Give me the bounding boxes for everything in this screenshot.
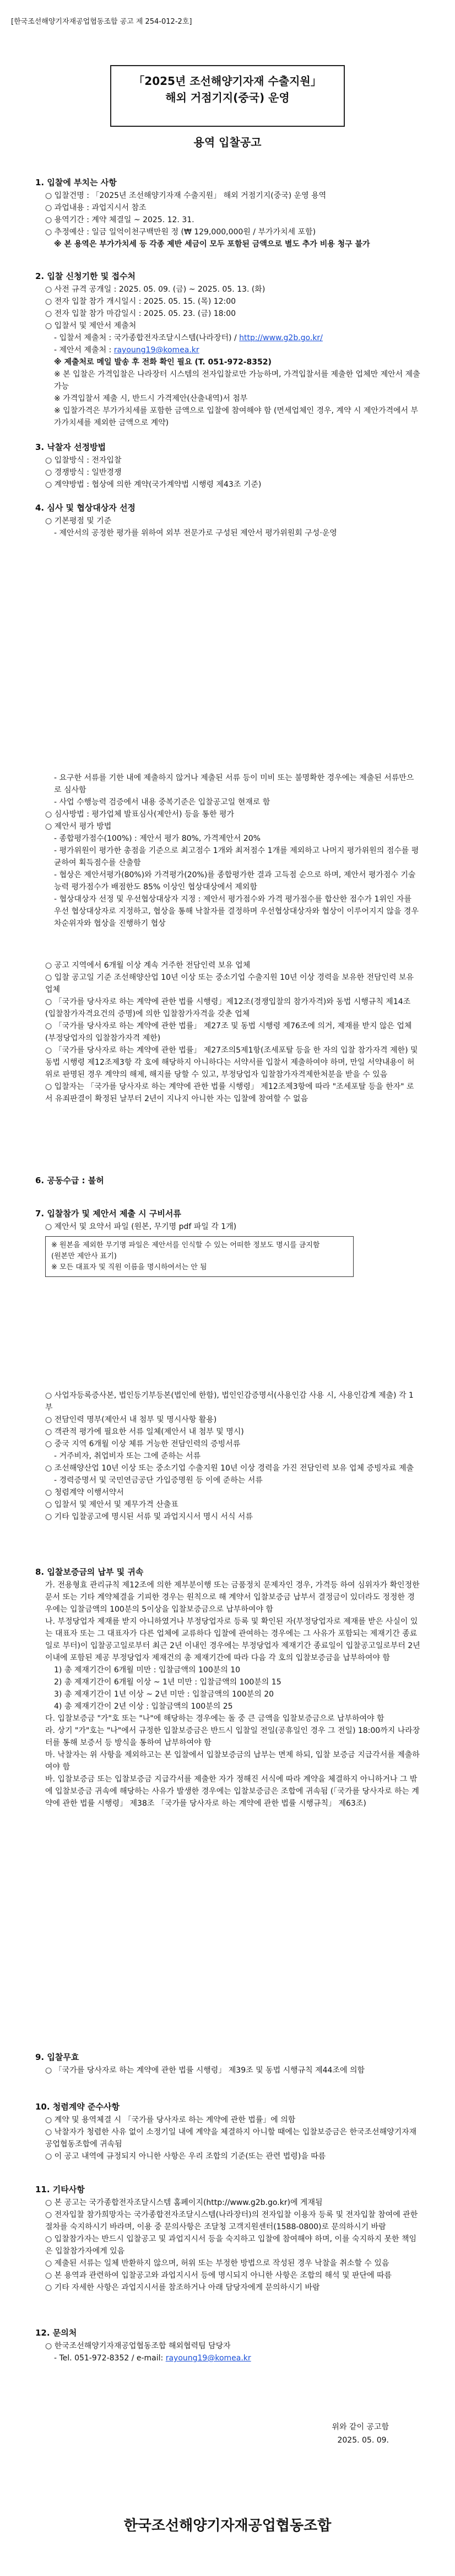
s3-line: ○ 입찰방식 : 전자입찰 [45,456,122,465]
s12-line: - Tel. 051-972-8352 / e-mail: rayoung19@komea.kr [54,2354,251,2363]
section-12 [35,2327,421,2364]
s10-line: ○ 계약 및 용역체결 시 「국가를 당사자로 하는 계약에 관한 법률」에 의함 [45,2116,296,2124]
s11-line: ○ 전자입찰 참가희망자는 국가종합전자조달시스템(나라장터)의 전자입찰 이용자 등록 및 전자입찰 참여에 관한 절차를 숙지하시기 바라며, 이용 중 문의사항은 조달청 고객지원센터(1588-0800)로 문의하시기 바람 [45,2210,420,2231]
s2-note: ※ 입찰가격은 부가가치세를 포함한 금액으로 입찰에 참여해야 함 (면세업체인 경우, 계약 시 제안가격에서 부가가치세를 제외한 금액으로 계약) [54,406,419,427]
s12-line: ○ 한국조선해양기자재공업협동조합 해외협력팀 담당자 [45,2342,231,2350]
s7-line: ○ 조선해양산업 10년 이상 또는 중소기업 수출지원 10년 이상 경력을 가진 전담인력 보유 업체 증빙자료 제출 [45,1464,414,1473]
section-3 [35,441,421,491]
s4-line: ○ 제안서 평가 방법 [45,822,112,831]
s1-note: ※ 본 용역은 부가가치세 등 각종 제반 세금이 모두 포함된 금액으로 별도 추가 비용 청구 불가 [54,240,370,249]
section-10 [35,2101,421,2162]
s2-line: ○ 입찰서 및 제안서 제출처 [45,321,137,330]
s1-line: ○ 추정예산 : 일금 일억이천구백만원 정 (₩ 129,000,000원 / 부가가치세 포함) [45,228,316,237]
s2-line: - 제안서 제출처 : rayoung19@komea.kr [54,346,199,355]
section-2 [35,270,421,429]
contact-email-link[interactable]: rayoung19@komea.kr [165,2354,251,2363]
section-12-title: 12. 문의처 [35,2328,77,2338]
s9-line: ○ 「국가를 당사자로 하는 계약에 관한 법률 시행령」 제39조 및 동법 시행규칙 제44조에 의함 [45,2066,365,2075]
section-9-title: 9. 입찰무효 [35,2052,79,2062]
s8-line: 1) 총 제재기간이 6개월 미만 : 입찰금액의 100분의 10 [54,1666,241,1675]
s4-line: - 제안서의 공정한 평가를 위하여 외부 전문가로 구성된 제안서 평가위원회 구성·운영 [54,529,337,538]
s2-note: ※ 본 입찰은 가격입찰은 나라장터 시스템의 전자입찰로만 가능하며, 가격입찰서를 제출한 업체만 제안서 제출 가능 [54,370,423,391]
s8-line: 2) 총 제재기간이 6개월 이상 ~ 1년 미만 : 입찰금액의 100분의 15 [54,1678,281,1687]
s7-note-box [45,1236,354,1277]
s11-line: ○ 제출된 서류는 일체 반환하지 않으며, 허위 또는 부정한 방법으로 작성된 경우 낙찰을 취소할 수 있음 [45,2259,389,2268]
title-line-2: 해외 거점기지(중국) 운영 [165,91,290,104]
section-5 [35,959,421,1105]
s4-line: - 협상대상자 선정 및 우선협상대상자 지정 : 제안서 평가점수와 가격 평가점수를 합산한 점수가 1위인 자를 우선 협상대상자로 지정하고, 협상을 통해 낙찰자를 결정하며 우선협상대상자와 협상이 이루어지지 않을 경우 차순위자와 협상을 진행하기 협상 [54,895,421,928]
section-1-title: 1. 입찰에 부치는 사항 [35,178,117,187]
section-11-title: 11. 기타사항 [35,2185,85,2194]
page-subtitle: 용역 입찰공고 [193,136,262,149]
s2-line: ○ 사전 규격 공개일 : 2025. 05. 09. (금) ~ 2025. 05. 13. (화) [45,285,266,294]
organization-name: 한국조선해양기자재공업협동조합 [123,2518,332,2534]
s5-line: ○ 「국가를 당사자로 하는 계약에 관한 법률」 제27조의5제1항(조세포탈 등을 한 자의 입찰 참가자격 제한) 및 동법 시행령 제12조제3항 각 호에 해당하지 아니하다는 서약서를 입찰서 제출하여야 하며, 만일 서약내용이 허위로 판명된 경우 계약의 해제, 해지를 당할 수 있고, 부정당업자 입찰참가자격제한처분을 받을 수 있음 [45,1046,420,1079]
section-7-continued [35,1389,421,1523]
s7-line: ○ 청렴계약 이행서약서 [45,1488,124,1497]
s8-line: 4) 총 제재기간이 2년 이상 : 입찰금액의 100분의 25 [54,1702,233,1711]
s11-line: ○ 기타 자세한 사항은 과업지시서를 참조하거나 아래 담당자에게 문의하시기 바람 [45,2283,320,2292]
g2b-link[interactable]: http://www.g2b.go.kr/ [239,334,323,342]
s7-line: ○ 중국 지역 6개월 이상 체류 거능한 전담인력의 증빙서류 [45,1440,241,1448]
s8-line: 나. 부정당업자 제재를 받지 아니하였거나 부정당업자로 등록 및 확인된 자(부정당업자로 제재를 받은 사실이 있는 대표자 또는 그 대표자가 다른 업체에 교류하다 입찰에 관여하는 경우에는 그 사유가 포함되는 제재기간 종료일로 부터)이 입찰공고일로부터 최근 2년 이내인 경우에는 부정당업자 제재기간 종료일이 입찰공고일로부터 2년 이내에 포함된 제공 부정당업자 제재건의 총 제재기간에 따라 다음 각 호의 입찰보증금을 납부하여야 함 [45,1617,423,1662]
s10-line: ○ 낙찰자가 청렴한 사유 없이 소정기일 내에 계약을 체결하지 아니할 때에는 입찰보증금은 한국조선해양기자재공업협동조합에 귀속됨 [45,2128,417,2149]
section-2-title: 2. 입찰 신청기한 및 접수처 [35,271,136,281]
s11-line: ○ 본 공고는 국가종합전자조달시스템 홈페이지(http://www.g2b.go.kr)에 게재됨 [45,2198,323,2207]
document-number: [한국조선해양기자재공업협동조합 공고 제 254-012-2호] [11,18,192,26]
s4-line: ○ 기본평점 및 기준 [45,517,112,525]
title-box [110,65,345,127]
s5-line: ○ 공고 지역에서 6개월 이상 계속 거주한 전담인력 보유 업체 [45,961,251,970]
section-7-title: 7. 입찰참가 및 제안서 제출 시 구비서류 [35,1209,181,1219]
submission-email-link[interactable]: rayoung19@komea.kr [113,346,199,355]
s7-line: ○ 전담인력 명부(제안서 내 첨부 및 명시사항 활용) [45,1415,217,1424]
s2-line: ○ 전자 입찰 참가 마감일시 : 2025. 05. 23. (금) 18:00 [45,309,236,318]
s7-line: ○ 객관적 평가에 필요한 서류 일체(제안서 내 첨부 및 명시) [45,1427,244,1436]
notice-text: 위와 같이 공고함 [332,2423,389,2432]
section-6-title: 6. 공동수급 : 불허 [35,1176,104,1185]
title-line-1: 「2025년 조선해양기자재 수출지원」 [133,74,322,88]
notice-date: 2025. 05. 09. [337,2436,389,2445]
s1-line: ○ 입찰건명 : 「2025년 조선해양기자재 수출지원」 해외 거점기지(중국) 운영 용역 [45,191,327,200]
s4-line: - 종합평가점수(100%) : 제안서 평가 80%, 가격제안서 20% [54,834,261,843]
s7-line: ○ 기타 입찰공고에 명시된 서류 및 과업지시서 명시 서식 서류 [45,1512,253,1521]
s7-line: ○ 입찰서 및 제안서 및 제무가격 산출표 [45,1500,178,1509]
s4-line: - 사업 수행능력 검증에서 내용 중복기준은 입찰공고일 현재로 함 [54,798,270,807]
section-9 [35,2051,421,2076]
s2-note: ※ 가격입찰서 제출 시, 반드시 가격제안(산출내역)서 첨부 [54,394,248,403]
s4-line: ○ 심사방법 : 평가업체 발표심사(제안서) 등을 통한 평가 [45,810,235,819]
section-8-title: 8. 입찰보증금의 납부 및 귀속 [35,1567,144,1577]
section-11 [35,2183,421,2294]
s7-box-line: (원본만 제안사 표기) [51,1252,117,1260]
s5-line: ○ 입찰자는 「국가를 당사자로 하는 계약에 관한 법률 시행령」 제12조제3항에 따라 "조세포탈 등을 한자" 로서 유죄판결이 확정된 날부터 2년이 지나지 아니한 자는 입찰에 참여할 수 없음 [45,1082,414,1103]
section-6 [35,1174,421,1188]
s7-box-line: ※ 모든 대표자 및 직원 이름을 명시하여서는 안 됨 [51,1263,207,1271]
s8-line: 마. 낙찰자는 위 사항을 제외하고는 본 입찰에서 입찰보증금의 납부는 면제 하되, 입찰 보증금 지급각서를 제출하여야 함 [45,1751,420,1772]
s4-line: - 요구한 서류를 기한 내에 제출하지 않거나 제출된 서류 등이 미비 또는 불명확한 경우에는 제출된 서류만으로 심사함 [54,774,414,795]
s8-line: 3) 총 제재기간이 1년 이상 ~ 2년 미만 : 입찰금액의 100분의 20 [54,1690,274,1699]
s8-line: 라. 상기 "가"호는 "나"에서 규정한 입찰보증금은 반드시 입찰일 전일(공휴일인 경우 그 전일) 18:00까지 나라장터를 통해 보증서 등 방식을 통하여 납부하여야 함 [45,1726,420,1747]
s7-line: ○ 사업자등록증사본, 법인등기부등본(법인에 한함), 법인인감증명서(사용인감 사용 시, 사용인감계 제출) 각 1부 [45,1391,414,1412]
s5-line: ○ 「국가를 당사자로 하는 계약에 관한 법률 시행령」제12조(경쟁입찰의 참가자격)와 동법 시행규칙 제14조(입찰참가자격요건의 증명)에 의한 입찰참가자격을 갖춘 업체 [45,997,411,1018]
s1-line: ○ 과업내용 : 과업지시서 참조 [45,203,147,212]
s7-line: - 거주비자, 취업비자 또는 그에 준하는 서류 [54,1452,201,1461]
s2-line: - 입찰서 제출처 : 국가종합전자조달시스템(나라장터) / http://www.g2b.go.kr/ [54,334,323,342]
s2-note: ※ 제출처로 메일 발송 후 전화 확인 필요 (T. 051-972-8352) [54,358,272,367]
s1-line: ○ 용역기간 : 계약 체결일 ~ 2025. 12. 31. [45,216,194,224]
section-7 [35,1208,421,1280]
s5-line: ○ 「국가를 당사자로 하는 계약에 관한 법률」 제27조 및 동법 시행령 제76조에 의거, 제재를 받지 않은 업체(부정당업자의 입찰참가자격 제한) [45,1022,412,1043]
section-4-continued [35,772,421,930]
s11-line: ○ 본 용역과 관련하여 입찰공고와 과업지시서 등에 명시되지 아니한 사항은 조합의 해석 및 판단에 따름 [45,2271,392,2280]
section-4-title: 4. 심사 및 협상대상자 선정 [35,503,136,513]
s7-box-line: ※ 원본을 제외한 무기명 파일은 제안서를 인식할 수 있는 어떠한 정보도 명시를 금지함 [51,1241,320,1249]
s3-line: ○ 경쟁방식 : 일반경쟁 [45,468,122,477]
s7-line: ○ 제안서 및 요약서 파일 (원본, 무기명 pdf 파일 각 1개) [45,1222,237,1231]
s8-line: 가. 전용형효 관리규칙 제12조에 의한 제부분이행 또는 금품정치 문제자인 경우, 가격등 하여 심위자가 확인정한 문서 또는 기타 계약체결을 기피한 경우는 원칙으로 해 계약서 입찰보증금 납부서 결정금이 있더라도 정정한 경우에는 입찰금액의 100분의 5이상을 입찰보증금으로 납부하여야 함 [45,1581,422,1614]
s7-line: - 경력증명서 및 국민연금공단 가입증명원 등 이에 준하는 서류 [54,1476,263,1485]
s8-line: 다. 입찰보증금 "가"호 또는 "나"에 해당하는 경우에는 돌 중 큰 금액을 입찰보증금으로 납부하여야 함 [45,1714,384,1723]
s4-line: - 평가위원이 평가한 총점을 기준으로 최고점수 1개와 최저점수 1개를 제외하고 나머지 평가위원의 점수를 평균하여 획득점수를 산출함 [54,846,419,867]
s10-line: ○ 이 공고 내역에 규정되지 아니한 사항은 우리 조합의 기준(또는 관련 법령)을 따름 [45,2152,326,2161]
s5-line: ○ 입찰 공고일 기준 조선해양산업 10년 이상 또는 중소기업 수출지원 10년 이상 경력을 보유한 전담인력 보유 업체 [45,973,416,994]
notice-signoff [332,2421,389,2447]
s8-line: 바. 입찰보증금 또는 입찰보증금 지급각서를 제출한 자가 정해진 서식에 따라 계약을 체결하지 아니하거나 그 밖에 입찰보증금 귀속에 해당하는 사유가 발생한 경우에는 입찰보증금은 조합에 귀속됨 (「국가를 당사자로 하는 계약에 관한 법률 시행령」 제38조 「국가를 당사자로 하는 계약에 관한 법률 시행규칙」 제63조) [45,1775,419,1808]
s11-line: ○ 입찰참가자는 반드시 입찰공고 및 과업지시서 등을 숙지하고 입찰에 참여해야 하며, 이를 숙지하지 못한 책임은 입찰참가자에게 있음 [45,2235,417,2256]
s2-line: ○ 전자 입찰 참가 개시일시 : 2025. 05. 15. (목) 12:00 [45,297,236,306]
section-4 [35,502,421,539]
s3-line: ○ 계약방법 : 협상에 의한 계약(국가계약법 시행령 제43조 기준) [45,480,262,489]
section-10-title: 10. 청렴계약 준수사항 [35,2102,120,2112]
section-3-title: 3. 낙찰자 선정방법 [35,442,106,452]
section-1 [35,176,421,250]
section-8 [35,1566,421,1810]
s4-line: - 협상은 제안서평가(80%)와 가격평가(20%)를 종합평가한 결과 고득점 순으로 하며, 제안서 평가점수 기술능력 평가점수가 배점한도 85% 이상인 협상대상에서 제외함 [54,871,416,892]
